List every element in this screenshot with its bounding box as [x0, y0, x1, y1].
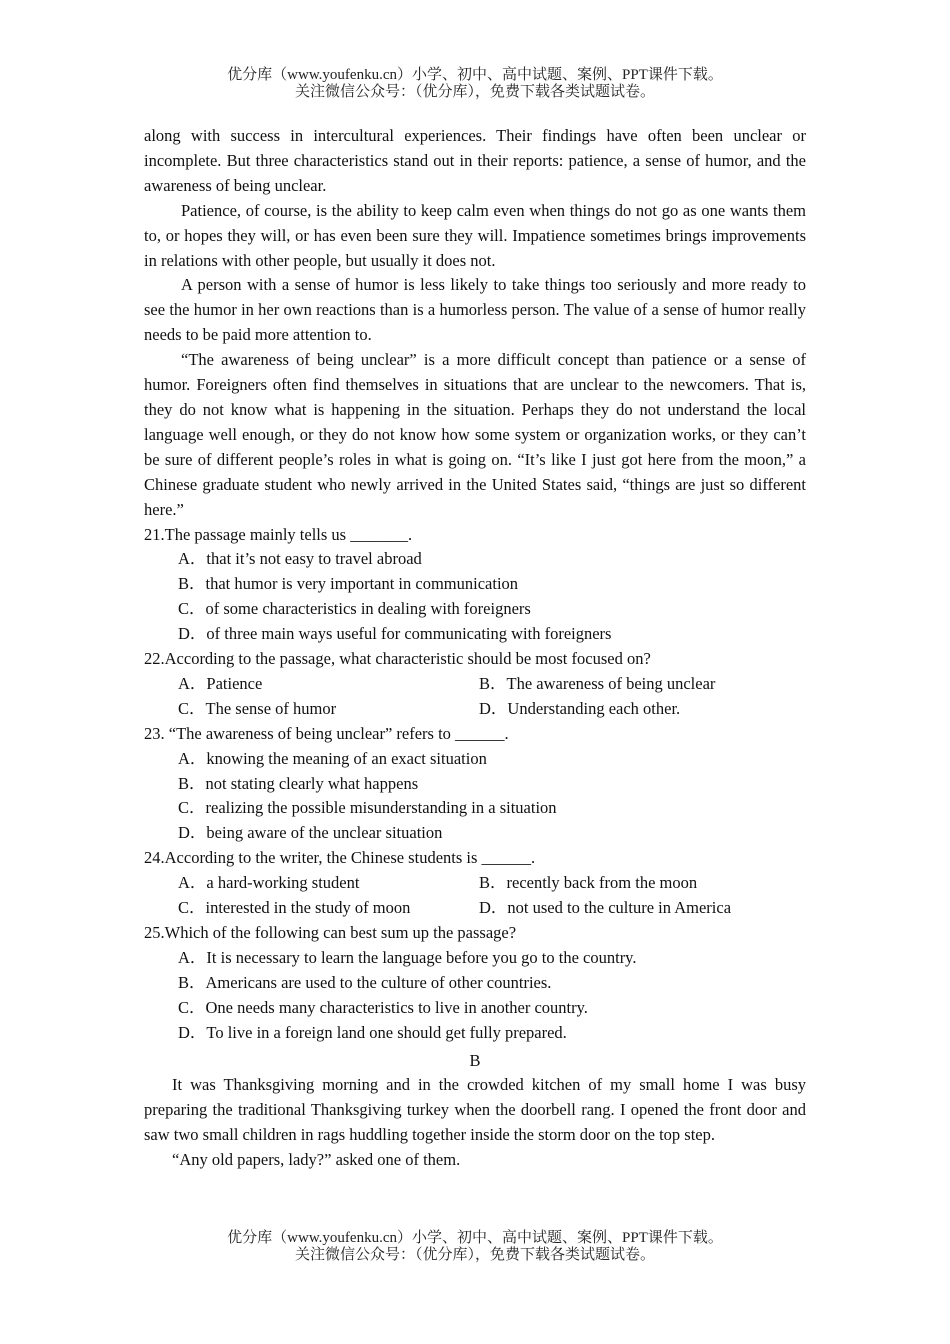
passage-a-paragraph-3: A person with a sense of humor is less likely to take things too seriously and more ready to see the humor in her own reactions than is a humorless person. The value of a sense of humor really needs to be paid more attention to. — [144, 275, 806, 345]
document-body — [144, 124, 806, 1173]
question-23-option-c: C．realizing the possible misunderstanding in a situation — [178, 798, 557, 818]
question-21-option-d: D．of three main ways useful for communicating with foreigners — [178, 624, 612, 644]
question-21-option-a: A．that it’s not easy to travel abroad — [178, 549, 422, 569]
question-23-option-b: B．not stating clearly what happens — [178, 773, 419, 793]
question-24-option-a: A．a hard-working student — [178, 873, 360, 893]
question-22-option-b: B．The awareness of being unclear — [479, 673, 716, 693]
question-25-option-d: D．To live in a foreign land one should get fully prepared. — [178, 1022, 567, 1042]
question-21-stem: 21.The passage mainly tells us _______. — [144, 524, 413, 544]
question-25-stem: 25.Which of the following can best sum up the passage? — [144, 923, 517, 942]
header-line-2: 关注微信公众号：（优分库），免费下载各类试题试卷。 — [294, 84, 655, 100]
question-23-option-d: D．being aware of the unclear situation — [178, 823, 443, 843]
question-24-option-b: B．recently back from the moon — [479, 873, 698, 893]
question-24-options-row-1 — [178, 871, 806, 896]
question-24-option-c: C．interested in the study of moon — [178, 898, 411, 918]
footer-line-1: 优分库（www.youfenku.cn）小学、初中、高中试题、案例、PPT课件下载。 — [227, 1230, 723, 1246]
passage-a-paragraph-2: Patience, of course, is the ability to keep calm even when things do not go as one wants them to, or hopes they will, or has even been sure they will. Impatience sometimes brings improvements in relations with other people, but usually it does not. — [144, 200, 806, 270]
header-line-1: 优分库（www.youfenku.cn）小学、初中、高中试题、案例、PPT课件下载。 — [227, 67, 723, 83]
question-23-stem: 23. “The awareness of being unclear” refers to ______. — [144, 723, 509, 743]
question-22-options-row-2 — [178, 697, 806, 722]
question-22-option-c: C．The sense of humor — [178, 698, 337, 718]
question-24-options-row-2 — [178, 896, 806, 921]
question-22-options-row-1 — [178, 672, 806, 697]
question-24-option-d: D．not used to the culture in America — [479, 898, 732, 918]
question-21-option-b: B．that humor is very important in communication — [178, 574, 519, 594]
question-21-option-c: C．of some characteristics in dealing with foreigners — [178, 599, 531, 619]
question-25-option-b: B．Americans are used to the culture of other countries. — [178, 972, 552, 992]
page-header — [0, 67, 950, 101]
question-22-option-d: D．Understanding each other. — [479, 698, 681, 718]
passage-a-paragraph-1: along with success in intercultural experiences. Their findings have often been unclear or incomplete. But three characteristics stand out in their reports: patience, a sense of humor, and the awareness of being unclear. — [144, 126, 806, 195]
question-23-option-a: A．knowing the meaning of an exact situation — [178, 748, 487, 768]
passage-a-paragraph-4: “The awareness of being unclear” is a more difficult concept than patience or a sense of humor. Foreigners often find themselves in situations that are unclear to the newcomers. That is, they do not know what is happening in the situation. Perhaps they do not understand the local language well enough, or they do not know how some system or organization works, or they can’t be sure of different people’s roles in what is going on. “It’s like I just got here from the moon,” a Chinese graduate student who newly arrived in the United States said, “things are just so different here.” — [144, 350, 806, 519]
section-b-paragraph-2: “Any old papers, lady?” asked one of them. — [172, 1150, 461, 1170]
question-25-option-a: A．It is necessary to learn the language before you go to the country. — [178, 947, 637, 967]
question-24-stem: 24.According to the writer, the Chinese students is ______. — [144, 848, 536, 868]
footer-line-2: 关注微信公众号：（优分库），免费下载各类试题试卷。 — [294, 1247, 655, 1263]
section-b-title: B — [469, 1050, 481, 1070]
section-b-paragraph-1: It was Thanksgiving morning and in the crowded kitchen of my small home I was busy preparing the traditional Thanksgiving turkey when the doorbell rang. I opened the front door and saw two small children in rags huddling together inside the storm door on the top step. — [144, 1075, 806, 1145]
question-25-option-c: C．One needs many characteristics to live in another country. — [178, 997, 588, 1017]
question-22-stem: 22.According to the passage, what characteristic should be most focused on? — [144, 649, 651, 669]
page-footer — [0, 1230, 950, 1264]
question-22-option-a: A．Patience — [178, 673, 263, 693]
